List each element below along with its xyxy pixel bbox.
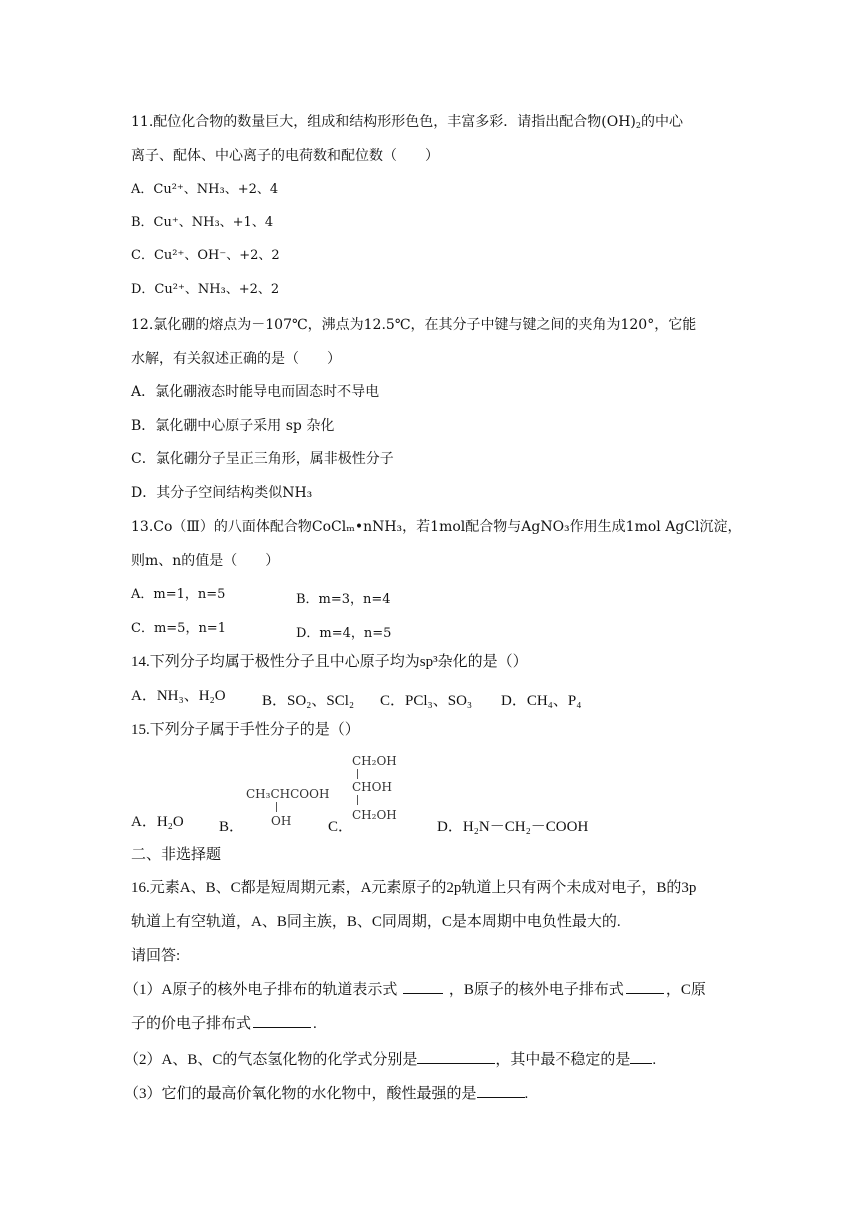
q13-option-c: C．m=5，n=1 bbox=[131, 621, 226, 636]
q15-c-bond-1 bbox=[357, 769, 359, 779]
q15-b-struct-bottom: OH bbox=[271, 814, 292, 828]
q16-part2-blank-1[interactable] bbox=[417, 1051, 495, 1064]
q16-part1-line2 bbox=[131, 1017, 317, 1032]
q16-part1-line1 bbox=[124, 983, 706, 998]
q13-option-a: A．m=1，n=5 bbox=[131, 587, 226, 602]
q12-option-b: B．氯化硼中心原子采用 sp 杂化 bbox=[131, 418, 335, 434]
q16-part2 bbox=[124, 1051, 656, 1068]
q14-option-c: C．PCl₃、SO₃ bbox=[380, 693, 473, 709]
q12-option-d: D．其分子空间结构类似NH₃ bbox=[131, 485, 313, 501]
q11-option-d: D．Cu²⁺、NH₃、+2、2 bbox=[131, 282, 280, 297]
q14-stem: 14.下列分子均属于极性分子且中心原子均为sp³杂化的是（） bbox=[131, 654, 528, 670]
q11-option-b: B．Cu⁺、NH₃、+1、4 bbox=[131, 215, 274, 230]
q16-stem-line2: 轨道上有空轨道，A、B同主族，B、C同周期，C是本周期中电负性最大的. bbox=[131, 914, 621, 930]
q15-option-d: D．H₂N－CH₂－COOH bbox=[437, 819, 589, 835]
q11-option-c: C．Cu²⁺、OH⁻、+2、2 bbox=[131, 248, 280, 263]
q11-stem-line1 bbox=[131, 115, 683, 130]
q12-option-a: A．氯化硼液态时能导电而固态时不导电 bbox=[131, 384, 380, 400]
q15-b-struct-top: CH₃CHCOOH bbox=[246, 787, 330, 801]
q16-part1-text-a: （1）A原子的核外电子排布的轨道表示式 bbox=[124, 982, 398, 998]
q13-option-d: D．m=4，n=5 bbox=[296, 626, 392, 641]
q11-stem-tail: 的中心 bbox=[640, 114, 683, 130]
q16-part2-blank-2[interactable] bbox=[630, 1051, 652, 1064]
q14-option-b: B．SO₂、SCl₂ bbox=[262, 693, 355, 709]
q11-option-a: A．Cu²⁺、NH₃、+2、4 bbox=[131, 182, 279, 197]
q14-option-d: D．CH₄、P₄ bbox=[501, 693, 582, 709]
q15-option-b-label: B． bbox=[219, 819, 245, 835]
q16-part1-blank-1[interactable] bbox=[403, 986, 443, 994]
q12-stem-line1: 12.氯化硼的熔点为－107℃，沸点为12.5℃，在其分子中键与键之间的夹角为120°，它能 bbox=[131, 317, 697, 333]
q12-stem-line2: 水解，有关叙述正确的是（ ） bbox=[131, 351, 341, 367]
q16-part2-text-a: （2）A、B、C的气态氢化物的化学式分别是 bbox=[124, 1052, 418, 1068]
q16-stem-line3: 请回答: bbox=[131, 948, 181, 964]
q16-part1-end: . bbox=[313, 1016, 317, 1032]
section-title: 二、非选择题 bbox=[131, 845, 222, 863]
q15-b-bond bbox=[276, 802, 278, 812]
q13-stem-line1: 13.Co（Ⅲ）的八面体配合物CoClₘ•nNH₃，若1mol配合物与AgNO₃作用生成1mol AgCl沉淀， bbox=[131, 519, 742, 535]
q16-part2-text-b: ，其中最不稳定的是 bbox=[495, 1052, 631, 1068]
q16-part1-text-c: ，C原 bbox=[665, 982, 706, 998]
q16-part3-blank[interactable] bbox=[477, 1085, 525, 1098]
q15-stem: 15.下列分子属于手性分子的是（） bbox=[131, 722, 360, 738]
q11-formula-sub: 2 bbox=[635, 121, 641, 130]
q16-part3-end: . bbox=[524, 1086, 529, 1102]
q15-c-struct-mid: CHOH bbox=[352, 780, 392, 794]
q13-stem-line2: 则m、n的值是（ ） bbox=[131, 553, 280, 569]
q16-part1-text-b: ，B原子的核外电子排布式 bbox=[448, 982, 624, 998]
q13-option-b: B．m=3，n=4 bbox=[296, 592, 391, 607]
q16-part3-text-a: （3）它们的最高价氧化物的水化物中，酸性最强的是 bbox=[124, 1086, 477, 1102]
q15-option-c-label: C． bbox=[328, 819, 354, 835]
q16-part1-blank-3[interactable] bbox=[253, 1020, 311, 1028]
q11-formula-text: (OH) bbox=[601, 114, 636, 130]
q16-part3 bbox=[124, 1085, 528, 1102]
q11-stem-line2: 离子、配体、中心离子的电荷数和配位数（ ） bbox=[131, 148, 439, 164]
q11-formula bbox=[601, 114, 641, 130]
q16-stem-line1: 16.元素A、B、C都是短周期元素，A元素原子的2p轨道上只有两个未成对电子，B的3p bbox=[131, 880, 697, 896]
q15-option-a: A．H₂O bbox=[131, 814, 184, 830]
q15-c-struct-top: CH₂OH bbox=[352, 754, 397, 768]
q12-option-c: C．氯化硼分子呈正三角形，属非极性分子 bbox=[131, 451, 394, 467]
q15-c-struct-bottom: CH₂OH bbox=[352, 808, 397, 822]
q11-stem-text: 11.配位化合物的数量巨大，组成和结构形形色色，丰富多彩．请指出配合物 bbox=[131, 114, 602, 130]
q16-part2-end: . bbox=[652, 1052, 657, 1068]
q16-part1-text-d: 子的价电子排布式 bbox=[131, 1016, 252, 1032]
q15-c-bond-2 bbox=[357, 795, 359, 805]
q16-part1-blank-2[interactable] bbox=[626, 986, 664, 994]
q14-option-a: A．NH₃、H₂O bbox=[131, 688, 226, 704]
